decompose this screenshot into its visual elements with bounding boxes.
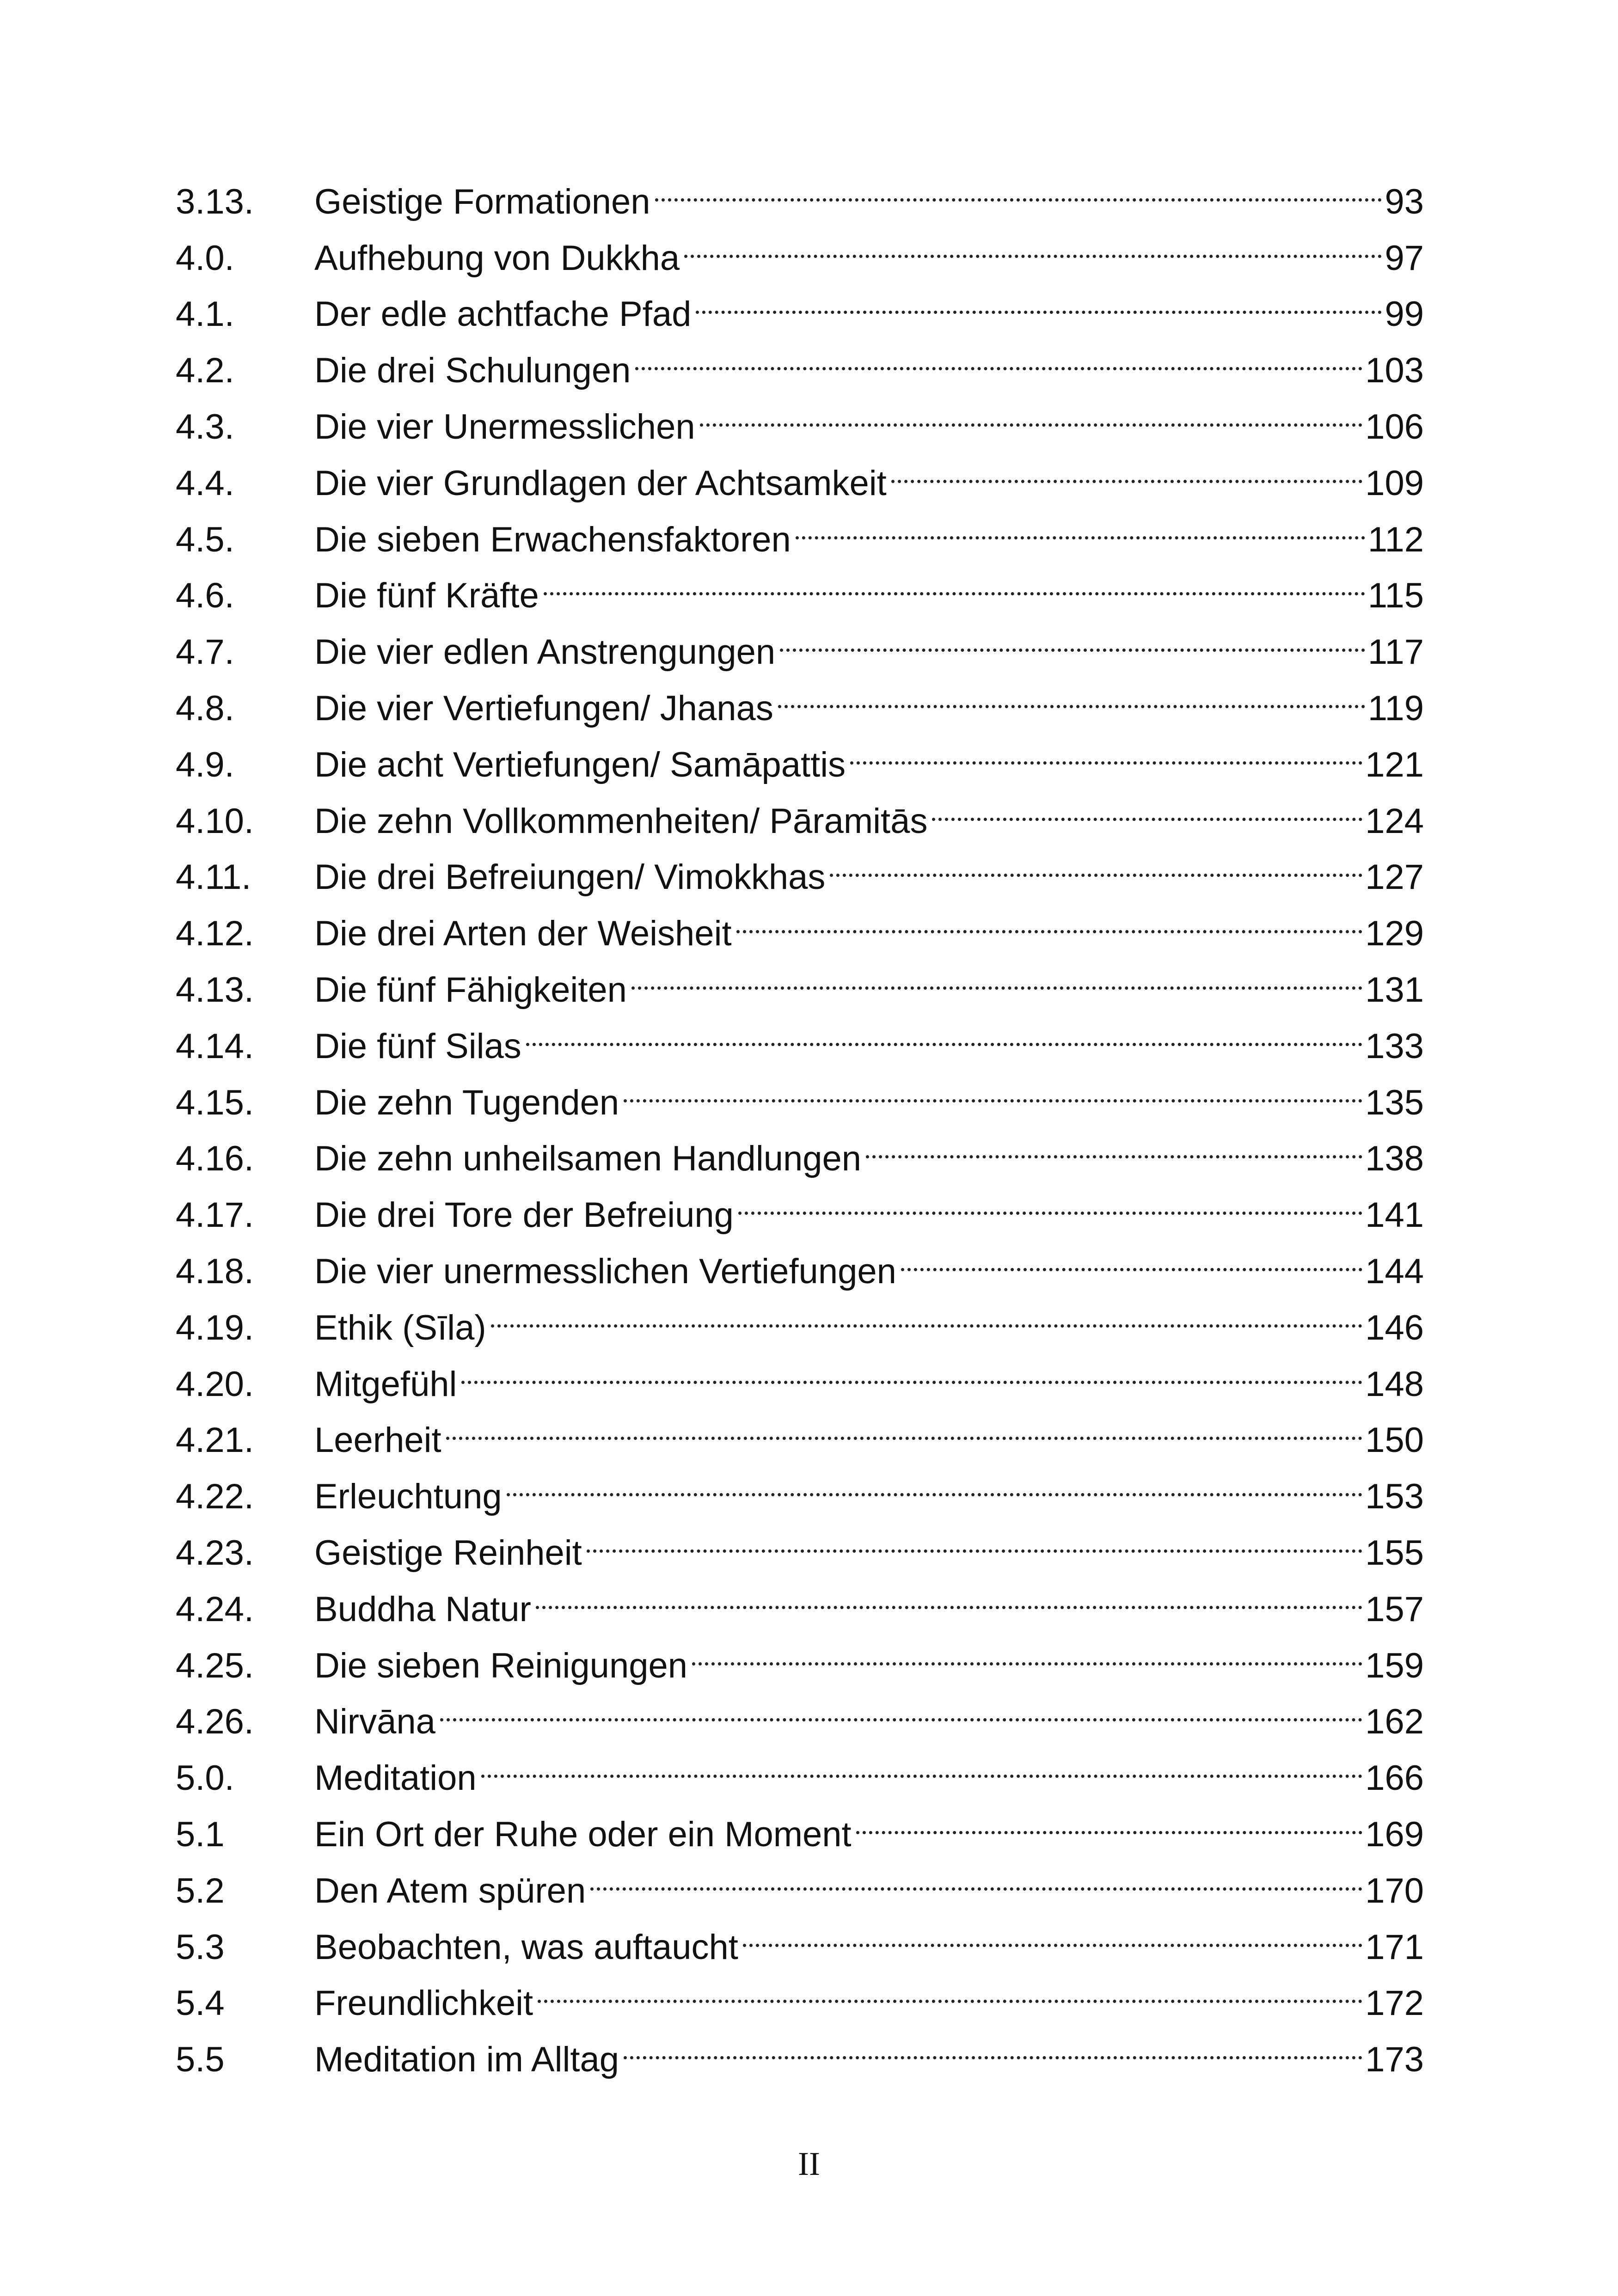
toc-entry-page: 121 [1365,745,1424,784]
toc-entry-number: 4.24. [176,1589,254,1629]
toc-entry-number: 4.26. [176,1702,254,1742]
toc-dot-leader [491,1283,1363,1340]
toc-dot-leader [536,1565,1362,1621]
toc-entry-page: 169 [1365,1814,1424,1854]
toc-entry-title: Ethik (Sīla) [314,1308,486,1347]
toc-entry-number: 3.13. [176,182,254,221]
toc-entry-page: 153 [1365,1477,1424,1517]
toc-entry-title: Mitgefühl [314,1364,457,1404]
toc-entry-title: Leerheit [314,1420,441,1460]
toc-dot-leader [684,214,1382,270]
toc-dot-leader [700,382,1363,439]
toc-entry-page: 170 [1365,1871,1424,1910]
toc-entry-page: 157 [1365,1589,1424,1629]
toc-entry-page: 150 [1365,1420,1424,1460]
toc-entry-page: 135 [1365,1083,1424,1122]
toc-dot-leader [866,1114,1362,1171]
toc-dot-leader [538,1959,1362,2015]
toc-entry-number: 4.14. [176,1026,254,1066]
toc-entry-number: 4.12. [176,914,254,954]
toc-entry-title: Nirvāna [314,1702,435,1742]
toc-entry-title: Geistige Reinheit [314,1533,582,1573]
toc-entry-number: 4.7. [176,632,234,672]
toc-entry-number: 5.2 [176,1871,225,1910]
toc-entry-page: 103 [1365,351,1424,391]
toc-entry-number: 4.9. [176,745,234,784]
toc-entry-number: 4.6. [176,576,234,616]
toc-entry-title: Die drei Arten der Weisheit [314,914,732,954]
toc-entry-page: 106 [1365,407,1424,447]
toc-dot-leader [461,1340,1362,1396]
toc-dot-leader [481,1733,1363,1790]
toc-entry-page: 173 [1365,2040,1424,2080]
toc-entry-page: 93 [1385,182,1424,221]
toc-entry-title: Ein Ort der Ruhe oder ein Moment [314,1814,852,1854]
toc-entry-number: 4.0. [176,238,234,278]
toc-entry-title: Den Atem spüren [314,1871,586,1910]
toc-entry-number: 4.2. [176,351,234,391]
toc-entry-number: 5.4 [176,1984,225,2023]
toc-dot-leader [738,1170,1362,1227]
toc-dot-leader [624,1058,1362,1114]
toc-dot-leader [635,326,1362,382]
toc-entry-page: 127 [1365,857,1424,897]
toc-entry-title: Meditation im Alltag [314,2040,619,2080]
toc-entry-number: 4.11. [176,857,251,897]
toc-entry-number: 5.1 [176,1814,225,1854]
toc-entry-number: 4.3. [176,407,234,447]
toc-entry-page: 117 [1367,632,1424,672]
toc-dot-leader [743,1903,1362,1959]
toc-entry-title: Die vier unermesslichen Vertiefungen [314,1251,896,1291]
toc-entry-title: Die sieben Erwachensfaktoren [314,520,791,559]
toc-dot-leader [796,495,1365,551]
toc-dot-leader [891,439,1362,495]
toc-dot-leader [780,607,1365,664]
toc-dot-leader [850,720,1362,777]
toc-entry-page: 155 [1365,1533,1424,1573]
toc-entry-number: 4.13. [176,970,254,1010]
toc-entry-number: 4.19. [176,1308,254,1347]
toc-dot-leader [587,1508,1362,1565]
toc-entry-page: 97 [1385,238,1424,278]
toc-entry-number: 4.20. [176,1364,254,1404]
toc-entry-number: 5.3 [176,1927,225,1967]
toc-entry-page: 119 [1367,688,1424,728]
toc-entry-page: 148 [1365,1364,1424,1404]
toc-entry-number: 4.22. [176,1477,254,1517]
toc-entry-title: Die drei Schulungen [314,351,631,391]
toc-entry-title: Die vier edlen Anstrengungen [314,632,776,672]
toc-entry-page: 172 [1365,1984,1424,2023]
toc-entry-number: 5.5 [176,2040,225,2080]
toc-entry-number: 4.18. [176,1251,254,1291]
toc-entry-title: Die fünf Fähigkeiten [314,970,627,1010]
table-of-contents [176,157,1424,2080]
toc-entry-page: 131 [1365,970,1424,1010]
toc-entry-title: Buddha Natur [314,1589,531,1629]
toc-dot-leader [655,157,1382,214]
toc-dot-leader [544,551,1365,608]
toc-entry-number: 4.17. [176,1195,254,1235]
toc-entry-title: Die zehn Tugenden [314,1083,619,1122]
toc-entry-title: Die sieben Reinigungen [314,1646,688,1685]
toc-entry-page: 109 [1365,463,1424,503]
toc-entry-page: 144 [1365,1251,1424,1291]
toc-dot-leader [830,833,1362,889]
toc-dot-leader [736,889,1363,945]
toc-entry-page: 112 [1367,520,1424,559]
toc-entry-title: Die vier Unermesslichen [314,407,695,447]
toc-entry-number: 4.15. [176,1083,254,1122]
toc-entry-page: 115 [1367,576,1424,616]
toc-dot-leader [526,1002,1362,1058]
toc-dot-leader [901,1227,1362,1283]
toc-entry-number: 4.1. [176,294,234,334]
toc-entry-page: 146 [1365,1308,1424,1347]
toc-entry-number: 5.0. [176,1758,234,1798]
toc-entry-page: 159 [1365,1646,1424,1685]
toc-entry-page: 124 [1365,801,1424,841]
toc-dot-leader [446,1396,1363,1452]
toc-entry-page: 133 [1365,1026,1424,1066]
toc-entry-page: 129 [1365,914,1424,954]
toc-entry-title: Die fünf Silas [314,1026,521,1066]
toc-dot-leader [507,1452,1363,1508]
toc-entry-title: Erleuchtung [314,1477,502,1517]
toc-entry-title: Die fünf Kräfte [314,576,539,616]
toc-entry-title: Die zehn Vollkommenheiten/ Pāramitās [314,801,928,841]
toc-entry-title: Die zehn unheilsamen Handlungen [314,1139,862,1179]
toc-dot-leader [696,270,1382,326]
toc-entry[interactable] [176,157,1424,221]
toc-entry-title: Meditation [314,1758,477,1798]
toc-dot-leader [778,664,1365,720]
toc-entry-page: 138 [1365,1139,1424,1179]
toc-entry-number: 4.8. [176,688,234,728]
toc-dot-leader [932,777,1362,833]
toc-entry-title: Die acht Vertiefungen/ Samāpattis [314,745,846,784]
toc-entry-title: Beobachten, was auftaucht [314,1927,738,1967]
toc-entry-title: Die vier Grundlagen der Achtsamkeit [314,463,887,503]
toc-entry-title: Der edle achtfache Pfad [314,294,692,334]
toc-entry-title: Freundlichkeit [314,1984,533,2023]
toc-dot-leader [590,1846,1362,1903]
toc-entry-page: 99 [1385,294,1424,334]
toc-entry-page: 162 [1365,1702,1424,1742]
toc-entry-title: Die drei Befreiungen/ Vimokkhas [314,857,826,897]
toc-entry-number: 4.21. [176,1420,254,1460]
toc-entry-number: 4.5. [176,520,234,559]
toc-entry-page: 141 [1365,1195,1424,1235]
page-number: II [798,2145,820,2182]
toc-dot-leader [856,1790,1363,1846]
toc-dot-leader [631,945,1362,1002]
toc-dot-leader [692,1621,1362,1678]
toc-entry-title: Die drei Tore der Befreiung [314,1195,734,1235]
toc-entry-title: Aufhebung von Dukkha [314,238,680,278]
toc-entry-page: 171 [1365,1927,1424,1967]
toc-dot-leader [440,1678,1362,1734]
toc-entry-title: Geistige Formationen [314,182,650,221]
toc-dot-leader [624,2015,1362,2071]
toc-entry-number: 4.16. [176,1139,254,1179]
toc-entry-page: 166 [1365,1758,1424,1798]
toc-entry-number: 4.23. [176,1533,254,1573]
toc-entry-number: 4.4. [176,463,234,503]
toc-entry-number: 4.25. [176,1646,254,1685]
toc-entry-number: 4.10. [176,801,254,841]
toc-entry-title: Die vier Vertiefungen/ Jhanas [314,688,773,728]
